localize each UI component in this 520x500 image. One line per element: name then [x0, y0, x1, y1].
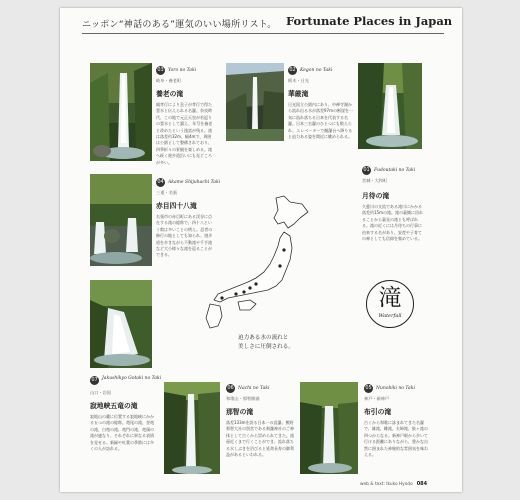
entry-location: 山口・岩国	[90, 390, 111, 395]
entry-location: 三重・名張	[156, 190, 177, 195]
entry-romaji: Kegon no Taki	[300, 68, 333, 73]
entry-body: 日光国立公園内にあり、中禅寺湖から流れ出る水が落差97mの断崖を一気に流れ落ちる日本を代表する名瀑。日本三名瀑のひとつにも数えられ、エレベーターで観瀑台へ降りると迫力ある姿を間近に眺められる。	[288, 102, 353, 140]
map-hokkaido	[274, 196, 308, 228]
japan-map	[198, 194, 322, 332]
entry-location: 岐阜・養老町	[156, 78, 182, 83]
entry-romaji: Akame Shijuhachi Taki	[168, 180, 221, 185]
photo-jakushikyo	[90, 280, 152, 368]
entry-body: 寂地山の麓に位置する寂地峡にかかる五つの滝の総称。竜尾の滝、登竜の滝、白竜の滝、竜門の滝、竜頭の滝が連なり、それぞれに異なる表情を見せる。新緑や紅葉の季節には多くの人が訪れる。	[90, 414, 154, 452]
photo-akame	[90, 174, 152, 266]
photo-tsukimachi	[358, 63, 422, 149]
entry-location: 宮城・大和町	[362, 178, 388, 183]
entry-location: 和歌山・那智勝浦	[226, 396, 260, 401]
entry-romaji: Yoro no Taki	[168, 68, 197, 73]
entry-number: 03	[157, 67, 164, 73]
entry-title: 布引の滝	[364, 408, 392, 416]
entry-number: 04	[157, 179, 164, 185]
badge-label: Waterfall	[378, 313, 402, 319]
tagline	[238, 334, 328, 352]
entry-title: 養老の滝	[156, 90, 184, 98]
entry-body: 古くから和歌に詠まれてきた名瀑で、雄滝、雌滝、夫婦滝、鼓ヶ滝の四つからなる。新神戸駅から歩いて行ける距離にありながら、豊かな自然に囲まれた神秘的な雰囲気を味わえる。	[364, 420, 428, 458]
entry-number: 01	[363, 167, 370, 173]
entry-romaji: Fudoutaki no Taki	[374, 168, 416, 173]
photo-kegon	[226, 63, 284, 141]
page-footer	[360, 481, 460, 487]
entry-body: 親孝行により息子が孝行で得た霊水と伝えられる名瀑。奈良時代、この地で元正天皇が若返りの霊水として讃え、年号を養老と改めたという逸話が残る。滝は落差約32m、幅4mで、周囲は公園として整備されており、四季折々の景観を楽しめる。滝へ続く遊歩道沿いにも見どころが多い。	[156, 102, 213, 165]
entry-title: 寂地峡五竜の滝	[90, 402, 138, 410]
entry-body: 落差133mを誇る日本一の直瀑。熊野那智大社の別宮である飛瀧神社のご神体として古くから崇められてきた。滝壺近くまで行くことができ、流れ落ちる水しぶきを浴びると延命長寿の御利益があるといわれる。	[226, 420, 294, 458]
entry-location: 神戸・新神戸	[364, 396, 390, 401]
entry-title: 赤目四十八滝	[156, 202, 197, 210]
map-kyushu	[206, 304, 222, 328]
map-shikoku	[238, 300, 256, 310]
entry-body: 久慈川の支流である滝川にかかる落差約15mの滝。滝の裏側に回れることから裏見の滝とも呼ばれる。滝の近くには月待ちの行事に由来する名があり、安産や子育ての神としても信仰を集めている。	[362, 204, 423, 242]
entry-romaji: Nachi no Taki	[238, 386, 270, 391]
magazine-page	[60, 8, 462, 492]
entry-title: 月待の滝	[362, 192, 390, 200]
entry-number: 05	[365, 385, 372, 391]
entry-body: 名張市の赤目町にある渓谷に点在する滝の総称で、四十八という数は多いことの例え。忍者の修行の地としても知られ、遊歩道を歩きながら不動滝や千手滝など大小様々な滝を巡ることができる。	[156, 214, 213, 258]
entry-romaji: Jakushikyo Gotaki no Taki	[102, 376, 162, 381]
footer-credit: web & text: Ikuko Hyodo	[360, 482, 413, 487]
header-title-jp: ニッポン“神話のある”運気のいい場所リスト。	[82, 20, 277, 30]
waterfall-badge	[366, 280, 414, 328]
entry-title: 華厳滝	[288, 90, 309, 98]
entry-number: 02	[289, 67, 296, 73]
entry-number: 06	[227, 385, 234, 391]
entry-location: 栃木・日光	[288, 78, 309, 83]
badge-kanji: 滝	[378, 285, 402, 311]
entry-number: 07	[91, 377, 98, 383]
entry-romaji: Nunobiki no Taki	[376, 386, 415, 391]
page-number: 084	[416, 481, 428, 487]
entry-title: 那智の滝	[226, 408, 254, 416]
photo-nachi	[164, 382, 220, 474]
page-header	[60, 8, 462, 32]
tagline-line-2: 美しさに圧倒される。	[238, 344, 294, 350]
photo-nunobiki	[300, 382, 358, 474]
photo-yoro	[90, 63, 152, 161]
header-title-en: Fortunate Places in Japan	[286, 14, 453, 28]
tagline-line-1: 迫力ある水の流れと	[238, 335, 289, 341]
header-rule	[82, 33, 444, 34]
